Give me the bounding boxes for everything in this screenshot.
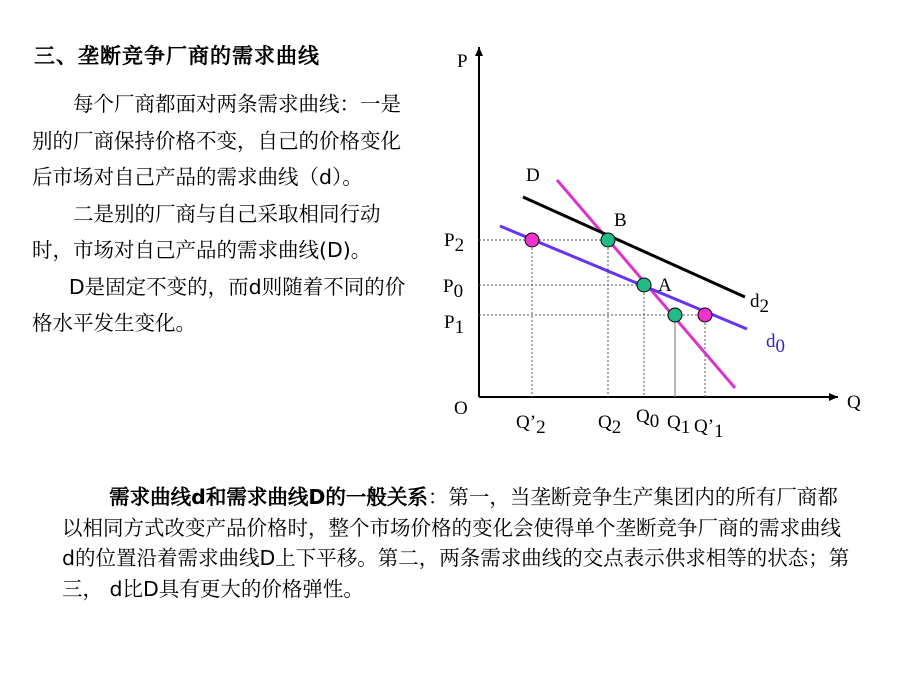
paragraph-1: 每个厂商都面对两条需求曲线：一是别的厂商保持价格不变，自己的价格变化后市场对自己产品的需求曲线（d）。 (32, 92, 401, 189)
paragraph-3: D是固定不变的，而d则随着不同的价格水平发生变化。 (32, 274, 406, 335)
page-title: 三、垄断竞争厂商的需求曲线 (34, 44, 320, 68)
relationship-description (62, 482, 852, 604)
point-A-green (637, 278, 651, 292)
curve-D-label: D (526, 165, 540, 186)
price-label-p1: P1 (444, 312, 465, 338)
origin-label: O (454, 398, 468, 419)
point-q1prime-magenta (698, 308, 712, 322)
point-B-label: B (614, 210, 627, 231)
qty-label-q0: Q0 (636, 406, 660, 432)
point-B-green (601, 233, 615, 247)
axis-label-q: Q (847, 392, 861, 413)
price-label-p0: P0 (443, 276, 464, 302)
point-q1-green (668, 308, 682, 322)
relationship-body: ：第一，当垄断竞争生产集团内的所有厂商都以相同方式改变产品价格时，整个市场价格的变化会使得单个垄断竞争厂商的需求曲线d的位置沿着需求曲线D上下平移。第二，两条需求曲线的交点表示供求相等的状态；第三， d比D具有更大的价格弹性。 (62, 485, 850, 601)
qty-label-q1: Q1 (667, 412, 691, 438)
curve-d2-label: d2 (750, 291, 769, 317)
point-q2prime-magenta (525, 233, 539, 247)
qty-label-q2prime: Q’2 (516, 412, 546, 438)
curve-d0-label: d0 (766, 331, 785, 357)
qty-label-q1prime: Q’1 (694, 416, 724, 442)
paragraph-2: 二是别的厂商与自己采取相同行动时，市场对自己产品的需求曲线(D)。 (32, 201, 381, 262)
relationship-paragraph (62, 482, 852, 604)
relationship-lead: 需求曲线d和需求曲线D的一般关系 (109, 485, 428, 509)
qty-label-q2: Q2 (598, 412, 622, 438)
price-label-p2: P2 (444, 230, 465, 256)
point-A-label: A (658, 275, 672, 296)
axis-label-p: P (457, 51, 468, 72)
